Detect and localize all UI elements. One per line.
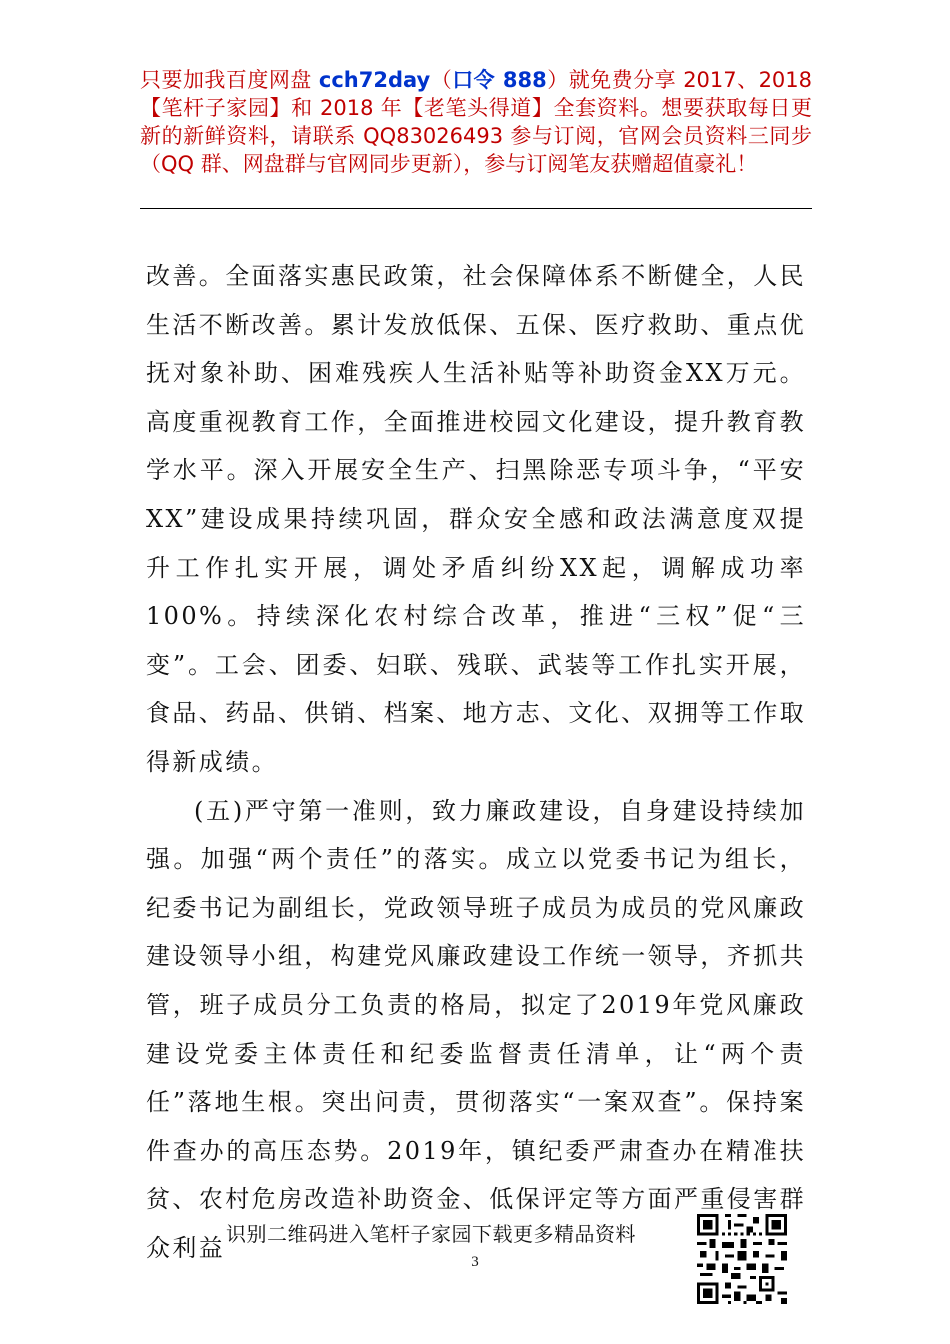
header-text-2: 就免费分享 2017、2018【笔杆子家园】和 2018 年【老笔头得道】全套资料。想要获取每日更新的新鲜资料，请联系 QQ83026493 参与订阅，官网会员资料三同步（QQ 群、网盘群与官网同步更新），参与订阅笔友获赠超值豪礼！ xyxy=(140,68,813,176)
header-paren-open: （ xyxy=(430,68,453,92)
header-divider xyxy=(140,208,812,209)
header-paren-close: ） xyxy=(546,68,569,92)
paragraph-continued: 改善。全面落实惠民政策，社会保障体系不断健全，人民生活不断改善。累计发放低保、五保、医疗救助、重点优抚对象补助、困难残疾人生活补贴等补助资金XX万元。高度重视教育工作，全面推进校园文化建设，提升教育教学水平。深入开展安全生产、扫黑除恶专项斗争，“平安XX”建设成果持续巩固，群众安全感和政法满意度双提升工作扎实开展，调处矛盾纠纷XX起，调解成功率100%。持续深化农村综合改革，推进“三权”促“三变”。工会、团委、妇联、残联、武装等工作扎实开展，食品、药品、供销、档案、地方志、文化、双拥等工作取得新成绩。 xyxy=(146,262,806,776)
header-text-1: 只要加我百度网盘 xyxy=(140,68,319,92)
paragraph-section-5: (五)严守第一准则，致力廉政建设，自身建设持续加强。加强“两个责任”的落实。成立以党委书记为组长，纪委书记为副组长，党政领导班子成员为成员的党风廉政建设领导小组，构建党风廉政建设工作统一领导，齐抓共管，班子成员分工负责的格局，拟定了2019年党风廉政建设党委主体责任和纪委监督责任清单，让“两个责任”落地生根。突出问责，贯彻落实“一案双查”。保持案件查办的高压态势。2019年，镇纪委严肃查办在精准扶贫、农村危房改造补助资金、低保评定等方面严重侵害群众利益 xyxy=(146,796,806,1262)
access-code: 口令 888 xyxy=(452,68,547,92)
promo-header xyxy=(140,66,812,178)
netdisk-account: cch72day xyxy=(318,68,431,92)
document-body xyxy=(146,252,806,1272)
page-number: 3 xyxy=(471,1254,479,1270)
footer-promo: 识别二维码进入笔杆子家园下载更多精品资料 xyxy=(226,1222,636,1246)
qr-code-icon[interactable] xyxy=(697,1214,787,1304)
